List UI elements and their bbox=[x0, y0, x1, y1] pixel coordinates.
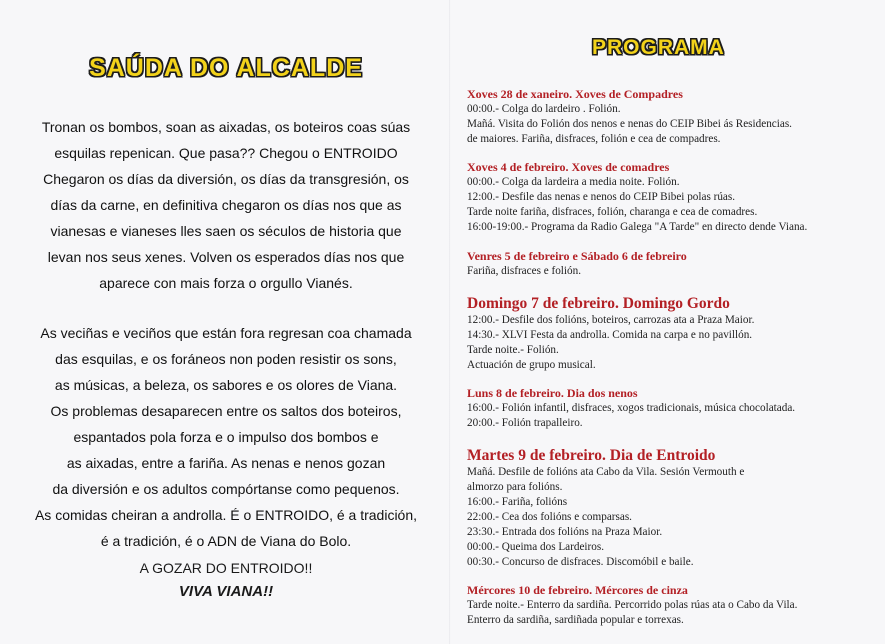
greeting-line: aparece con mais forza o orgullo Vianés. bbox=[99, 275, 353, 291]
greeting-paragraph-1 bbox=[0, 114, 452, 296]
event-line: Mañá. Visita do Folión dos nenos e nenas do CEIP Bibei ás Residencias. bbox=[467, 118, 792, 130]
greeting-line: esquilas repenican. Que pasa?? Chegou o ENTROIDO bbox=[54, 145, 398, 161]
event-line: Enterro da sardiña, sardiñada popular e torrexas. bbox=[467, 614, 684, 626]
program-event bbox=[467, 386, 885, 431]
event-line: 16:00.- Folión infantil, disfraces, xogos tradicionais, música chocolatada. bbox=[467, 402, 796, 414]
program-panel bbox=[452, 0, 885, 644]
event-line: Actuación de grupo musical. bbox=[467, 359, 596, 371]
event-heading: Domingo 7 de febreiro. Domingo Gordo bbox=[467, 295, 730, 312]
closing-signoff: VIVA VIANA!! bbox=[178, 583, 274, 600]
event-line: 16:00-19:00.- Programa da Radio Galega "A Tarde" en directo dende Viana. bbox=[467, 221, 808, 233]
greeting-line: espantados pola forza e o impulso dos bombos e bbox=[73, 429, 379, 445]
event-line: Mañá. Desfile de folións ata Cabo da Vila. Sesión Vermouth e bbox=[467, 466, 745, 478]
greeting-line: As veciñas e veciños que están fora regresan coa chamada bbox=[40, 325, 412, 341]
greeting-line: as músicas, a beleza, os sabores e os olores de Viana. bbox=[54, 377, 398, 393]
event-line: Fariña, disfraces e folión. bbox=[467, 265, 582, 277]
event-heading: Mércores 10 de febreiro. Mércores de cinza bbox=[467, 583, 688, 597]
greeting-line: da diversión e os adultos compórtanse como pequenos. bbox=[52, 481, 400, 497]
page-fold bbox=[449, 0, 451, 644]
event-line: 20:00.- Folión trapalleiro. bbox=[467, 417, 583, 429]
event-heading: Luns 8 de febreiro. Dia dos nenos bbox=[467, 386, 638, 400]
event-line: 00:30.- Concurso de disfraces. Discomóbil e baile. bbox=[467, 556, 694, 568]
event-heading: Xoves 28 de xaneiro. Xoves de Compadres bbox=[467, 87, 683, 101]
program-event bbox=[467, 249, 885, 279]
greeting-line: días da carne, en definitiva chegaron os días nos que as bbox=[50, 197, 402, 213]
event-line: 00:00.- Colga do lardeiro . Folión. bbox=[467, 103, 621, 115]
greeting-line: as aixadas, entre a fariña. As nenas e nenos gozan bbox=[66, 455, 386, 471]
greeting-line: As comidas cheiran a androlla. É o ENTROIDO, é a tradición, bbox=[34, 507, 418, 523]
event-line: Tarde noite.- Folión. bbox=[467, 344, 559, 356]
event-line: 23:30.- Entrada dos folións na Praza Maior. bbox=[467, 526, 663, 538]
event-heading: Martes 9 de febreiro. Dia de Entroido bbox=[467, 447, 716, 464]
event-line: 12:00.- Desfile dos folións, boteiros, carrozas ata a Praza Maior. bbox=[467, 314, 755, 326]
greeting-line: das esquilas, e os foráneos non poden resistir os sons, bbox=[55, 351, 397, 367]
greeting-paragraph-2 bbox=[0, 320, 452, 554]
program-event bbox=[467, 294, 885, 373]
event-line: 14:30.- XLVI Festa da androlla. Comida na carpa e no pavillón. bbox=[467, 329, 753, 341]
event-line: de maiores. Fariña, disfraces, folión e cea de compadres. bbox=[467, 133, 721, 145]
greeting-line: é a tradición, é o ADN de Viana do Bolo. bbox=[100, 533, 352, 549]
greeting-line: Chegaron os días da diversión, os días da transgresión, os bbox=[43, 171, 409, 187]
program-event bbox=[467, 160, 885, 235]
program-event bbox=[467, 583, 885, 628]
event-line: 12:00.- Desfile das nenas e nenos do CEIP Bibei polas rúas. bbox=[467, 191, 736, 203]
event-line: 00:00.- Colga da lardeira a media noite. Folión. bbox=[467, 176, 680, 188]
event-heading: Xoves 4 de febreiro. Xoves de comadres bbox=[467, 160, 670, 174]
greeting-line: Tronan os bombos, soan as aixadas, os boteiros coas súas bbox=[41, 119, 411, 135]
event-heading: Venres 5 de febreiro e Sábado 6 de febreiro bbox=[467, 249, 687, 263]
event-line: 00:00.- Queima dos Lardeiros. bbox=[467, 541, 605, 553]
event-line: 22:00.- Cea dos folións e comparsas. bbox=[467, 511, 632, 523]
event-line: 16:00.- Fariña, folións bbox=[467, 496, 568, 508]
greeting-line: levan nos seus xenes. Volven os esperados días nos que bbox=[47, 249, 405, 265]
event-line: almorzo para folións. bbox=[467, 481, 563, 493]
program-event bbox=[467, 446, 885, 570]
greeting-line: Os problemas desaparecen entre os saltos dos boteiros, bbox=[50, 403, 402, 419]
closing-exclamation: A GOZAR DO ENTROIDO!! bbox=[139, 560, 313, 576]
program-event bbox=[467, 87, 885, 147]
program-title: PROGRAMA bbox=[592, 36, 725, 59]
greeting-line: vianesas e vianeses lles saen os séculos de historia que bbox=[50, 223, 402, 239]
greeting-title: SAÚDA DO ALCALDE bbox=[89, 54, 363, 82]
event-line: Tarde noite.- Enterro da sardiña. Percorrido polas rúas ata o Cabo da Vila. bbox=[467, 599, 798, 611]
event-line: Tarde noite fariña, disfraces, folión, charanga e cea de comadres. bbox=[467, 206, 758, 218]
